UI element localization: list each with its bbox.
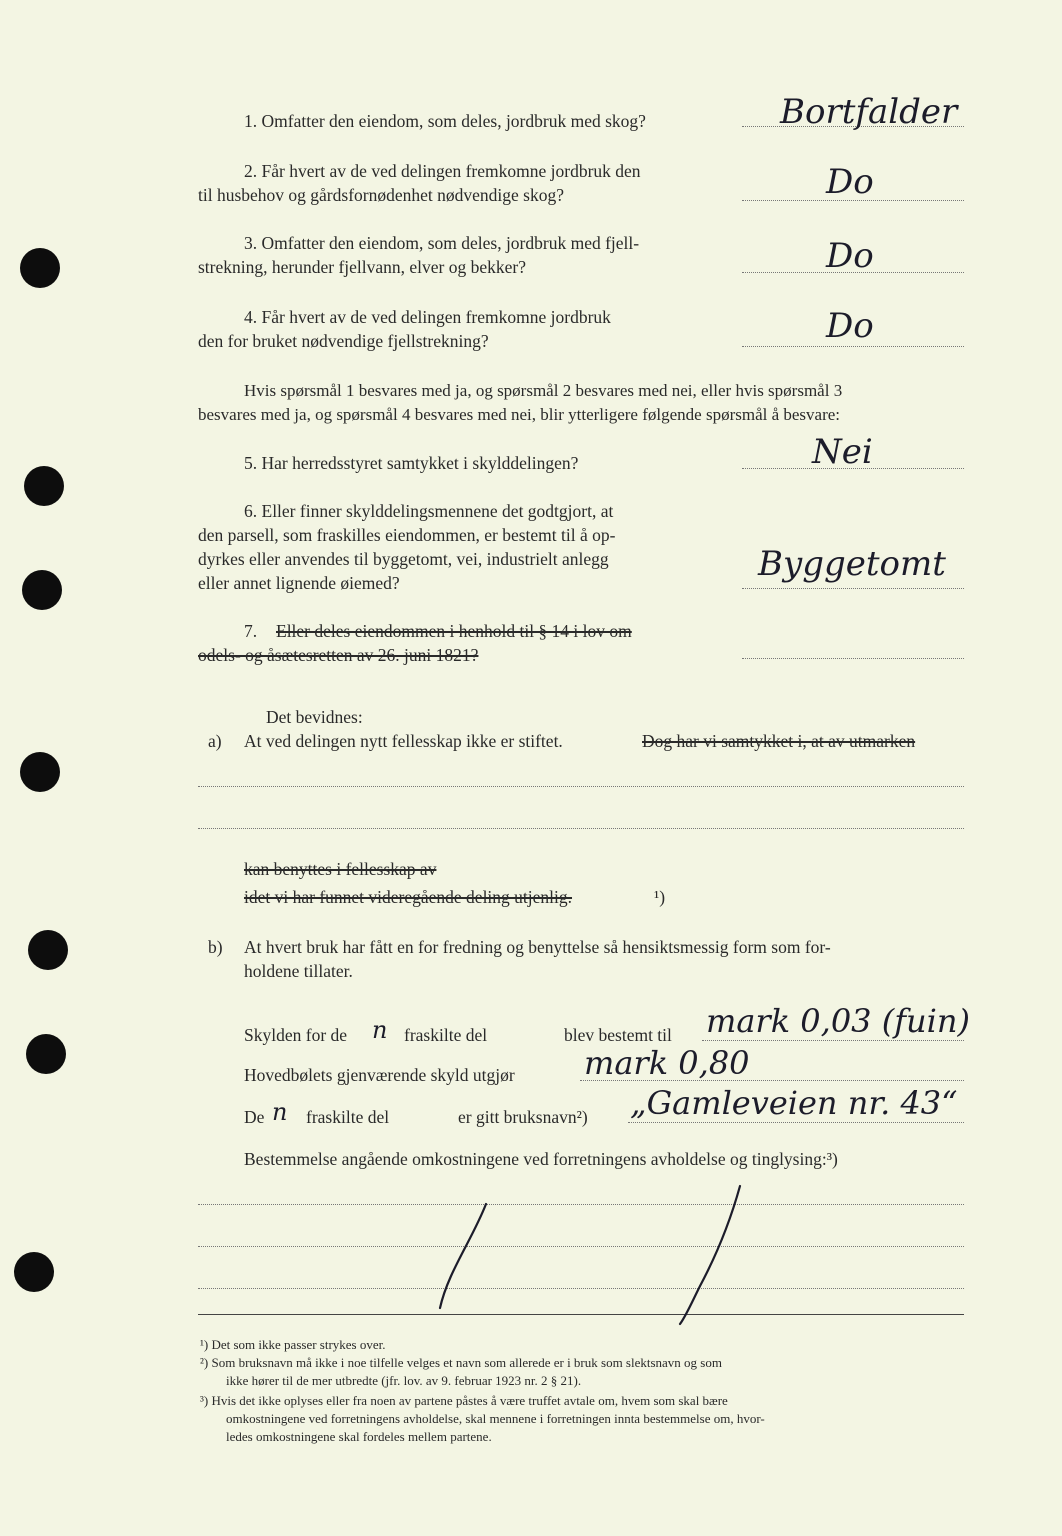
skyld-row1-verb: blev bestemt til: [564, 1025, 672, 1045]
finding-a-text: At ved delingen nytt fellesskap ikke er stiftet.: [244, 731, 563, 751]
answer-5: Nei: [812, 432, 873, 472]
finding-b-label: b): [208, 937, 223, 957]
question-5: 5. Har herredsstyret samtykket i skylddelingen?: [244, 453, 579, 473]
footnote-3-line2: omkostningene ved forretningens avholdelse, skal mennene i forretningen innta bestemmelse om, hvor-: [226, 1411, 765, 1426]
skyld-row3-label: De: [244, 1107, 265, 1127]
question-7-number: 7.: [244, 621, 258, 641]
finding-a-struck: Dog har vi samtykket i, at av utmarken: [642, 731, 916, 751]
skyld-row3-verb: er gitt bruksnavn²): [458, 1107, 588, 1127]
finding-a-struck-3: idet vi har funnet videregående deling utjenlig.: [244, 887, 573, 907]
skyld-row3-value: „Gamleveien nr. 43“: [630, 1084, 958, 1122]
skyld-row2-value: mark 0,80: [584, 1044, 750, 1082]
question-3-line2: strekning, herunder fjellvann, elver og bekker?: [198, 257, 526, 277]
question-4-line2: den for bruket nødvendige fjellstrekning?: [198, 331, 489, 351]
footnote-2-line2: ikke hører til de mer utbredte (jfr. lov. av 9. februar 1923 nr. 2 § 21).: [226, 1373, 582, 1388]
answer-6: Byggetomt: [758, 544, 946, 584]
question-6-line2: den parsell, som fraskilles eiendommen, er bestemt til å op-: [198, 525, 616, 545]
finding-b-line1: At hvert bruk har fått en for fredning og benyttelse så hensiktsmessig form som for-: [244, 937, 831, 957]
answer-3: Do: [826, 236, 874, 276]
question-7-line2: odels- og åsætesretten av 26. juni 1821?: [198, 645, 479, 665]
question-6-line3: dyrkes eller anvendes til byggetomt, vei, industrielt anlegg: [198, 549, 609, 569]
finding-a-label: a): [208, 731, 222, 751]
footnote-3-line1: ³) Hvis det ikke oplyses eller fra noen av partene påstes å være truffet avtale om, hvem som skal bære: [200, 1393, 728, 1408]
question-7-line1: Eller deles eiendommen i henhold til § 14 i lov om: [276, 621, 632, 641]
finding-a-struck-2: kan benyttes i fellesskap av: [244, 859, 437, 879]
question-6-line4: eller annet lignende øiemed?: [198, 573, 400, 593]
intro-line2: besvares med ja, og spørsmål 4 besvares med nei, blir ytterligere følgende spørsmål å besvare:: [198, 405, 841, 424]
footnote-3-line3: ledes omkostningene skal fordeles mellem partene.: [226, 1429, 492, 1444]
skyld-row4-label: Bestemmelse angående omkostningene ved forretningens avholdelse og tinglysing:³): [244, 1149, 838, 1169]
footnote-1: ¹) Det som ikke passer strykes over.: [200, 1337, 386, 1352]
question-4-line1: 4. Får hvert av de ved delingen fremkomne jordbruk: [244, 307, 611, 327]
skyld-row1-handwritten: n: [372, 1016, 388, 1044]
finding-b-line2: holdene tillater.: [244, 961, 353, 981]
findings-heading: Det bevidnes:: [266, 707, 363, 727]
answer-4: Do: [826, 306, 874, 346]
skyld-row2-label: Hovedbølets gjenværende skyld utgjør: [244, 1065, 515, 1085]
question-2-line2: til husbehov og gårdsfornødenhet nødvendige skog?: [198, 185, 564, 205]
question-6-line1: 6. Eller finner skylddelingsmennene det godtgjort, at: [244, 501, 614, 521]
skyld-row3-part: fraskilte del: [306, 1107, 390, 1127]
answer-1: Bortfalder: [780, 92, 958, 132]
skyld-row1-value: mark 0,03 (fuin): [706, 1002, 970, 1040]
question-1: 1. Omfatter den eiendom, som deles, jordbruk med skog?: [244, 111, 646, 131]
footnote-2-line1: ²) Som bruksnavn må ikke i noe tilfelle velges et navn som allerede er i bruk som slektsnavn og som: [200, 1355, 722, 1370]
finding-a-footnote-ref: ¹): [654, 887, 666, 907]
skyld-row1-part: fraskilte del: [404, 1025, 488, 1045]
answer-2: Do: [826, 162, 874, 202]
question-3-line1: 3. Omfatter den eiendom, som deles, jordbruk med fjell-: [244, 233, 640, 253]
intro-line1: Hvis spørsmål 1 besvares med ja, og spørsmål 2 besvares med nei, eller hvis spørsmål 3: [244, 381, 843, 400]
skyld-row1-label: Skylden for de: [244, 1025, 348, 1045]
question-2-line1: 2. Får hvert av de ved delingen fremkomne jordbruk den: [244, 161, 641, 181]
skyld-row3-handwritten: n: [272, 1098, 288, 1126]
